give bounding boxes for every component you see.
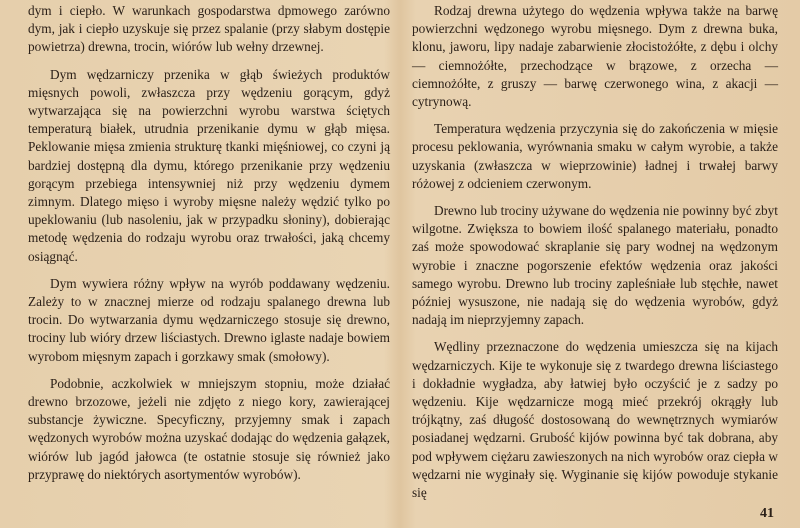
paragraph: Wędliny przeznaczone do wędzenia umieszcza się na kijach wędzarniczych. Kije te wykonuje się z twardego drewna liściastego i dokładnie wygładza, aby łatwiej było oczyścić je z sadzy po wędzeniu. Kije wędzarnicze mogą mieć przekrój okrągły lub trójkątny, zaś długość dostosowaną do wewnętrznych wymiarów posiadanej wędzarni. Grubość kijów powinna być tak dobrana, aby pod wpływem ciężaru zawieszonych na nich wyrobów oraz ciepła w wędzarni nie wyginały się. Wyginanie się kijów powoduje stykanie się: [412, 339, 778, 501]
paragraph: Podobnie, aczkolwiek w mniejszym stopniu, może działać drewno brzozowe, jeżeli nie zdjęto z niego kory, zawierającej substancje żywiczne. Specyficzny, przyjemny smak i zapach wędzonych wyrobów można uzyskać dodając do wędzenia gałązek, wiórów lub jagód jałowca (te ostatnie stosuje się również jako przyprawę do niektórych asortymentów wyrobów).: [28, 375, 390, 482]
paragraph: Drewno lub trociny używane do wędzenia nie powinny być zbyt wilgotne. Zwiększa to bowiem ilość spalanego materiału, ponadto zaś może spowodować skraplanie się pary wodnej na wędzonym wyrobie i znaczne pogorszenie efektów wędzenia oraz jakości samego wyrobu. Drewno lub trociny zapleśniałe lub stęchłe, nawet później wysuszone, nie nadają się do wędzenia wyrobów, gdyż nadają im nieprzyjemny zapach.: [412, 203, 778, 328]
page-number: 41: [760, 506, 774, 521]
paragraph: Dym wędzarniczy przenika w głąb świeżych produktów mięsnych powoli, zwłaszcza przy wędzeniu gorącym, gdyż wytwarzająca się na powierzchni wyrobu warstwa ściętych temperaturą białek, utrudnia przenikanie dymu w głąb mięsa. Peklowanie mięsa zmienia strukturę tkanki mięśniowej, co czyni ją bardziej dostępną dla dymu, którego przenikanie przy wędzeniu gorącym przebiega intensywniej niż przy wędzeniu dymem zimnym. Dlatego mięso i wyroby mięsne należy wędzić tylko po upeklowaniu (lub nasoleniu, jak w przypadku słoniny), dobierając metodę wędzenia do rodzaju wyrobu oraz trwałości, jaką chcemy osiągnąć.: [28, 66, 390, 264]
left-column: [28, 2, 390, 493]
right-column: [412, 2, 778, 511]
paragraph: Dym wywiera różny wpływ na wyrób poddawany wędzeniu. Zależy to w znacznej mierze od rodzaju spalanego drewna lub trocin. Do wytwarzania dymu wędzarniczego stosuje się drewno, trociny lub wióry drzew liściastych. Drewno iglaste nadaje bowiem wyrobom mięsnym zapach i gorzkawy smak (smołowy).: [28, 275, 390, 364]
paragraph: dym i ciepło. W warunkach gospodarstwa dpmowego zarówno dym, jak i ciepło uzyskuje się przez spalanie (przy słabym dostępie powietrza) drewna, trocin, wiórów lub wełny drzewnej.: [28, 3, 390, 55]
paragraph: Temperatura wędzenia przyczynia się do zakończenia w mięsie procesu peklowania, wyrównania smaku w całym wyrobie, a także uzyskania (zwłaszcza w wieprzowinie) ładnej i trwałej barwy różowej z odcieniem czerwonym.: [412, 121, 778, 191]
paragraph: Rodzaj drewna użytego do wędzenia wpływa także na barwę powierzchni wędzonego wyrobu mięsnego. Dym z drewna buka, klonu, jaworu, lipy nadaje zabarwienie złocistożółte, z dębu i olchy — ciemnożółte, przechodzące w brązowe, z orzecha — ciemnożółte, z gruszy — barwę czerwonego wina, z akacji — cytrynową.: [412, 3, 778, 110]
